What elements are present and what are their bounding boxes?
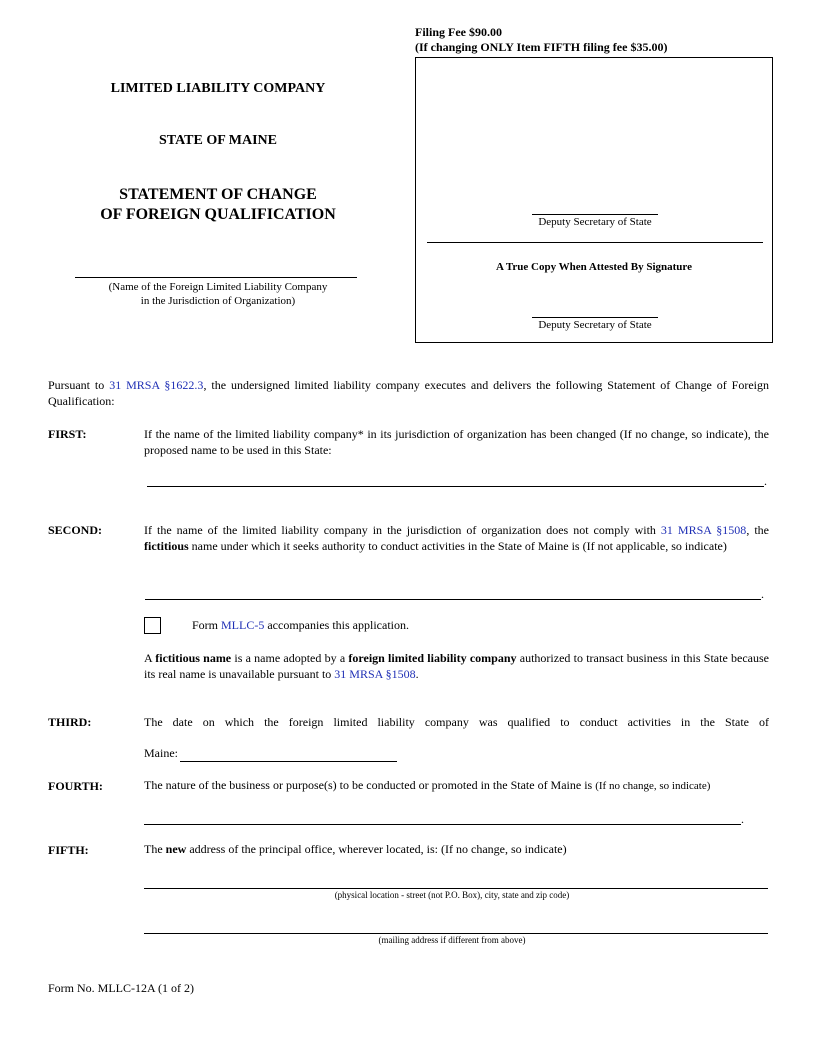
company-name-caption-line1: (Name of the Foreign Limited Liability Company (108, 281, 328, 293)
deputy-signature-line-2[interactable] (532, 317, 658, 318)
fourth-label: FOURTH: (48, 779, 103, 793)
box-divider (427, 242, 763, 243)
second-answer-line[interactable] (145, 599, 761, 600)
mllc5-text-b: accompanies this application. (264, 618, 409, 632)
third-label: THIRD: (48, 715, 92, 729)
intro-text-a: Pursuant to (48, 378, 110, 392)
second-fictitious: fictitious (144, 539, 189, 553)
document-title-line1: STATEMENT OF CHANGE (119, 186, 317, 203)
document-title (60, 185, 376, 225)
intro-paragraph (48, 377, 769, 409)
fourth-answer-period: . (741, 812, 744, 826)
mailing-address-line[interactable] (144, 933, 768, 934)
company-name-line[interactable] (75, 277, 357, 278)
def-statute-link[interactable]: 31 MRSA §1508 (334, 667, 416, 681)
def-bold-2: foreign limited liability company (348, 651, 517, 665)
fifth-text-b: address of the principal office, wherever located, is: (If no change, so indicate) (186, 842, 567, 856)
filing-box (415, 57, 773, 343)
second-text (144, 522, 769, 554)
fifth-new: new (165, 842, 187, 856)
second-statute-link[interactable]: 31 MRSA §1508 (660, 523, 747, 537)
deputy-secretary-label-2: Deputy Secretary of State (538, 319, 652, 331)
form-number: Form No. MLLC-12A (1 of 2) (48, 981, 194, 995)
first-answer-period: . (764, 474, 767, 488)
intro-statute-link[interactable]: 31 MRSA §1622.3 (109, 378, 204, 392)
first-label: FIRST: (48, 427, 87, 441)
first-answer-line[interactable] (147, 486, 764, 487)
second-answer-period: . (761, 587, 764, 601)
second-text-b: , the (746, 523, 769, 537)
fifth-label: FIFTH: (48, 843, 89, 857)
third-date-line[interactable] (180, 761, 397, 762)
def-text-a: A (144, 651, 156, 665)
filing-fee (415, 25, 667, 55)
deputy-secretary-label-1: Deputy Secretary of State (538, 216, 652, 228)
def-text-d: . (415, 667, 419, 681)
fourth-text-main: The nature of the business or purpose(s) to be conducted or promoted in the State of Maine is (144, 778, 593, 792)
company-name-caption-line2: in the Jurisdiction of Organization) (140, 295, 296, 307)
mailing-address-caption: (mailing address if different from above) (378, 935, 526, 945)
company-name-caption (70, 280, 366, 308)
fourth-answer-line[interactable] (144, 824, 741, 825)
fifth-text-a: The (144, 842, 166, 856)
mllc5-text-a: Form (192, 618, 222, 632)
second-label: SECOND: (48, 523, 103, 537)
def-text-b: is a name adopted by a (231, 651, 349, 665)
first-text: If the name of the limited liability company* in its jurisdiction of organization has been changed (If no change, so indicate), the proposed name to be used in this State: (144, 427, 769, 457)
mllc5-checkbox[interactable] (144, 617, 161, 634)
true-copy-label: A True Copy When Attested By Signature (496, 261, 692, 273)
mllc5-statement (192, 618, 409, 633)
filing-fee-line1: Filing Fee $90.00 (415, 25, 502, 39)
intro-text-b: , the undersigned limited liability company executes and delivers the following Statement of Change of Foreign Qualification: (48, 378, 769, 408)
deputy-signature-line-1[interactable] (532, 214, 658, 215)
mllc5-form-link[interactable]: MLLC-5 (221, 618, 265, 632)
def-text-c: authorized to transact business in this State because its real name is unavailable pursuant to (144, 651, 769, 681)
physical-address-caption: (physical location - street (not P.O. Box), city, state and zip code) (334, 890, 570, 900)
fifth-text (144, 842, 567, 857)
def-bold-1: fictitious name (155, 651, 232, 665)
state-heading: STATE OF MAINE (159, 133, 277, 148)
fourth-text-small: (If no change, so indicate) (595, 780, 711, 792)
second-text-a: If the name of the limited liability company in the jurisdiction of organization does not comply with (144, 523, 661, 537)
filing-fee-line2: (If changing ONLY Item FIFTH filing fee $35.00) (415, 40, 668, 54)
third-maine-label: Maine: (144, 746, 178, 760)
company-type-heading: LIMITED LIABILITY COMPANY (110, 81, 326, 96)
physical-address-line[interactable] (144, 888, 768, 889)
second-text-c: name under which it seeks authority to conduct activities in the State of Maine is (If not applicable, so indicate) (188, 539, 727, 553)
document-title-line2: OF FOREIGN QUALIFICATION (100, 206, 336, 223)
fictitious-definition (144, 650, 769, 682)
third-text: The date on which the foreign limited liability company was qualified to conduct activities in the State of (144, 715, 769, 729)
fourth-text (144, 778, 710, 793)
